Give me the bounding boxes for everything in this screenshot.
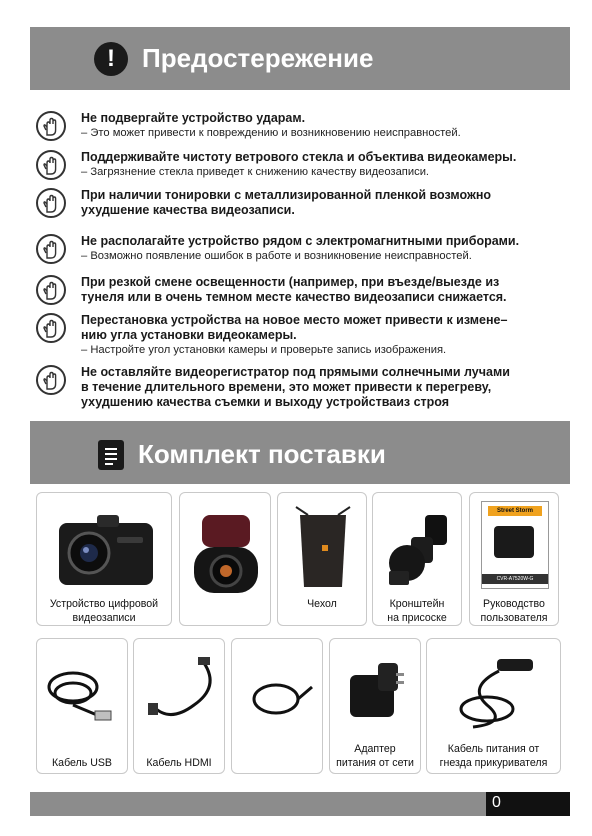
cable-image bbox=[232, 647, 324, 747]
manual-subtitle: CVR-A7520W-G bbox=[482, 574, 548, 584]
exclamation-icon: ! bbox=[94, 42, 128, 76]
document-icon bbox=[98, 440, 124, 470]
kit-item-manual bbox=[469, 492, 559, 626]
kit-title: Комплект поставки bbox=[138, 439, 386, 469]
kit-caption-line1: Кронштейн bbox=[389, 598, 445, 610]
power-adapter-image bbox=[330, 647, 422, 747]
kit-caption-line1: Кабель питания от bbox=[447, 743, 540, 755]
kit-item-usb-cable bbox=[36, 638, 128, 774]
page-number: 0 bbox=[492, 794, 501, 811]
hand-stop-icon bbox=[36, 275, 66, 305]
warning-heading: Не располагайте устройство рядом с электромагнитными приборами. bbox=[81, 234, 520, 248]
warning-title: Предостережение bbox=[142, 43, 374, 73]
kit-caption-line2: гнезда прикуривателя bbox=[439, 757, 548, 769]
kit-item-power-adapter bbox=[329, 638, 421, 774]
usb-cable-image bbox=[37, 647, 129, 747]
kit-caption-line2: пользователя bbox=[480, 612, 548, 624]
kit-item-suction-mount bbox=[372, 492, 462, 626]
warning-detail: – Загрязнение стекла приведет к снижению качеству видеозаписи. bbox=[81, 166, 430, 178]
hdmi-cable-image bbox=[134, 647, 226, 747]
hand-stop-icon bbox=[36, 188, 66, 218]
hand-stop-icon bbox=[36, 365, 66, 395]
kit-caption-line2: питания от сети bbox=[336, 757, 414, 769]
kit-caption-line2: Кабель USB bbox=[52, 757, 112, 769]
pouch-image bbox=[278, 501, 368, 601]
kit-item-mount-plate bbox=[179, 492, 271, 626]
kit-caption-line1: Устройство цифровой bbox=[49, 598, 159, 610]
hand-stop-icon bbox=[36, 150, 66, 180]
warning-detail: – Это может привести к повреждению и возникновению неисправностей. bbox=[81, 127, 461, 139]
warning-heading: При резкой смене освещенности (например, при въезде/выезде из bbox=[81, 275, 500, 289]
warning-heading: Поддерживайте чистоту ветрового стекла и объектива видеокамеры. bbox=[81, 150, 517, 164]
warning-heading: нию угла установки видеокамеры. bbox=[81, 328, 297, 342]
warning-heading: При наличии тонировки с металлизированной пленкой возможно bbox=[81, 188, 492, 202]
warning-heading: ухудшение качества видеозаписи. bbox=[81, 203, 295, 217]
kit-item-hdmi-cable bbox=[133, 638, 225, 774]
suction-mount-image bbox=[373, 501, 463, 601]
kit-caption-line1: Адаптер bbox=[354, 743, 396, 755]
kit-caption-line2: видеозаписи bbox=[72, 612, 136, 624]
page-number-box bbox=[486, 792, 570, 816]
kit-item-dashcam bbox=[36, 492, 172, 626]
warning-heading: Не оставляйте видеорегистратор под прямыми солнечными лучами bbox=[81, 365, 510, 379]
warning-heading: тунеля или в очень темном месте качество видеозаписи снижается. bbox=[81, 290, 507, 304]
dashcam-image bbox=[37, 503, 173, 593]
hand-stop-icon bbox=[36, 111, 66, 141]
kit-item-car-charger bbox=[426, 638, 561, 774]
manual-device-photo bbox=[494, 526, 534, 558]
warning-heading: в течение длительного времени, это может привести к перегреву, bbox=[81, 380, 492, 394]
kit-caption-line1: Руководство bbox=[483, 598, 545, 610]
warning-heading: Перестановка устройства на новое место может привести к измене– bbox=[81, 313, 508, 327]
kit-item-pouch bbox=[277, 492, 367, 626]
car-charger-image bbox=[427, 647, 562, 747]
warning-detail: – Настройте угол установки камеры и проверьте запись изображения. bbox=[81, 344, 447, 356]
adhesive-mount-image bbox=[180, 503, 272, 613]
manual-cover bbox=[481, 501, 549, 589]
kit-caption-line1: Чехол bbox=[307, 598, 337, 610]
hand-stop-icon bbox=[36, 234, 66, 264]
hand-stop-icon bbox=[36, 313, 66, 343]
manual-brand-text: Street Storm bbox=[496, 508, 533, 514]
kit-caption-line2: Кабель HDMI bbox=[146, 757, 212, 769]
warning-heading: ухудшению качества съемки и выходу устройстваиз строя bbox=[81, 395, 450, 409]
kit-item-cable bbox=[231, 638, 323, 774]
warning-heading: Не подвергайте устройство ударам. bbox=[81, 111, 306, 125]
warning-detail: – Возможно появление ошибок в работе и возникновение неисправностей. bbox=[81, 250, 472, 262]
kit-caption-line2: на присоске bbox=[387, 612, 447, 624]
